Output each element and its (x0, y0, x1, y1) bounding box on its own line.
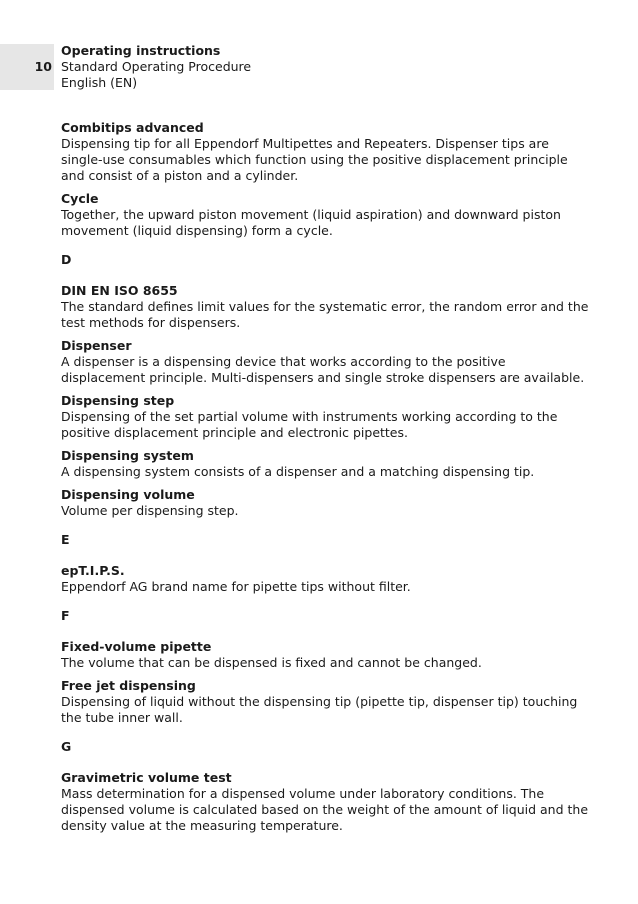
section-letter-f: F (61, 608, 70, 623)
glossary-term: Dispensing volume (61, 487, 195, 502)
glossary-entry (61, 639, 591, 671)
glossary-term: DIN EN ISO 8655 (61, 283, 178, 298)
glossary-term: Dispenser (61, 338, 132, 353)
section-letter-g: G (61, 739, 72, 754)
glossary-definition: Dispensing of liquid without the dispensing tip (pipette tip, dispenser tip) touching the tube inner wall. (61, 694, 578, 725)
glossary-entry (61, 393, 591, 441)
glossary-entry (61, 563, 591, 595)
glossary-definition: A dispensing system consists of a dispenser and a matching dispensing tip. (61, 464, 535, 479)
page-header (61, 43, 251, 91)
glossary-definition: Together, the upward piston movement (liquid aspiration) and downward piston movement (liquid dispensing) form a cycle. (61, 207, 561, 238)
glossary-entry (61, 487, 591, 519)
glossary-definition: Dispensing of the set partial volume with instruments working according to the positive displacement principle and electronic pipettes. (61, 409, 558, 440)
glossary-entry (61, 338, 591, 386)
glossary-term: Free jet dispensing (61, 678, 196, 693)
glossary-definition: The volume that can be dispensed is fixed and cannot be changed. (61, 655, 482, 670)
glossary-term: epT.I.P.S. (61, 563, 125, 578)
section-letter-e: E (61, 532, 70, 547)
glossary-definition: Eppendorf AG brand name for pipette tips without filter. (61, 579, 411, 594)
page-number: 10 (34, 59, 52, 74)
glossary-definition: Volume per dispensing step. (61, 503, 239, 518)
glossary-entry (61, 770, 591, 834)
glossary-definition: The standard defines limit values for the systematic error, the random error and the test methods for dispensers. (61, 299, 589, 330)
glossary-content (61, 120, 591, 841)
header-title: Operating instructions (61, 43, 221, 58)
glossary-term: Cycle (61, 191, 99, 206)
glossary-entry (61, 283, 591, 331)
glossary-term: Dispensing step (61, 393, 175, 408)
glossary-definition: Dispensing tip for all Eppendorf Multipettes and Repeaters. Dispenser tips are single-use consumables which function using the positive displacement principle and consist of a piston and a cylinder. (61, 136, 568, 183)
header-subtitle: Standard Operating Procedure (61, 59, 252, 74)
glossary-entry (61, 120, 591, 184)
glossary-term: Gravimetric volume test (61, 770, 232, 785)
glossary-term: Fixed-volume pipette (61, 639, 212, 654)
glossary-term: Dispensing system (61, 448, 194, 463)
glossary-entry (61, 448, 591, 480)
glossary-entry (61, 191, 591, 239)
header-language: English (EN) (61, 75, 138, 90)
glossary-definition: Mass determination for a dispensed volume under laboratory conditions. The dispensed volume is calculated based on the weight of the amount of liquid and the density value at the measuring temperature. (61, 786, 589, 833)
glossary-definition: A dispenser is a dispensing device that works according to the positive displacement principle. Multi-dispensers and single stroke dispensers are available. (61, 354, 585, 385)
section-letter-d: D (61, 252, 72, 267)
glossary-term: Combitips advanced (61, 120, 204, 135)
glossary-entry (61, 678, 591, 726)
